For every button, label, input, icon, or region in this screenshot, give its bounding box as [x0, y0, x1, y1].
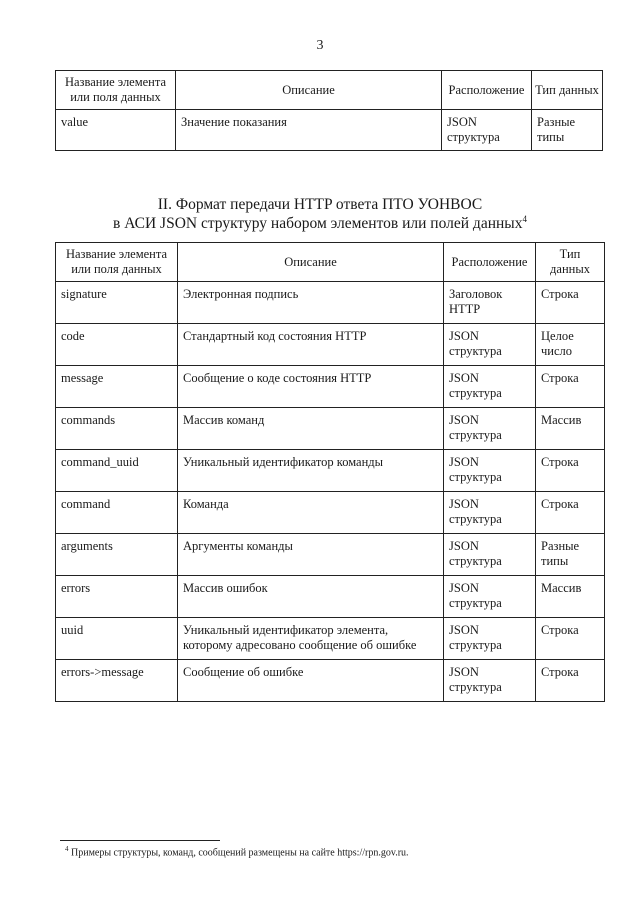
table-value: [55, 70, 603, 151]
cell-location: JSON структура: [444, 660, 536, 702]
table-row: [56, 282, 605, 324]
cell-description: Уникальный идентификатор элемента, которому адресовано сообщение об ошибке: [178, 618, 444, 660]
cell-description: Значение показания: [176, 110, 442, 151]
footnote-marker: 4: [65, 845, 69, 853]
cell-name: errors->message: [56, 660, 178, 702]
cell-name: code: [56, 324, 178, 366]
column-header-description: Описание: [176, 71, 442, 110]
footnote: [65, 845, 409, 858]
cell-location: JSON структура: [444, 450, 536, 492]
cell-location: JSON структура: [442, 110, 532, 151]
column-header-location: Расположение: [442, 71, 532, 110]
cell-description: Уникальный идентификатор команды: [178, 450, 444, 492]
cell-description: Массив команд: [178, 408, 444, 450]
cell-type: Массив: [536, 576, 605, 618]
column-header-name: Название элемента или поля данных: [56, 71, 176, 110]
table-row: [56, 534, 605, 576]
cell-location: JSON структура: [444, 366, 536, 408]
page-number: 3: [316, 38, 324, 53]
cell-type: Строка: [536, 282, 605, 324]
table-row: [56, 110, 603, 151]
section-title-line1: II. Формат передачи HTTP ответа ПТО УОНВОС: [157, 196, 483, 213]
cell-type: Строка: [536, 618, 605, 660]
column-header-location: Расположение: [444, 243, 536, 282]
table-header-row: [56, 243, 605, 282]
cell-location: JSON структура: [444, 576, 536, 618]
table-row: [56, 576, 605, 618]
table-response-format: [55, 242, 605, 702]
cell-name: command: [56, 492, 178, 534]
cell-name: arguments: [56, 534, 178, 576]
footnote-text: Примеры структуры, команд, сообщений размещены на сайте https://rpn.gov.ru.: [71, 847, 409, 859]
footnote-divider: [60, 840, 220, 841]
cell-name: errors: [56, 576, 178, 618]
cell-name: commands: [56, 408, 178, 450]
cell-type: Разные типы: [532, 110, 603, 151]
section-title: [70, 197, 570, 231]
cell-type: Массив: [536, 408, 605, 450]
cell-location: Заголовок HTTP: [444, 282, 536, 324]
cell-location: JSON структура: [444, 618, 536, 660]
table-row: [56, 366, 605, 408]
cell-description: Сообщение о коде состояния HTTP: [178, 366, 444, 408]
cell-location: JSON структура: [444, 492, 536, 534]
cell-location: JSON структура: [444, 408, 536, 450]
cell-name: uuid: [56, 618, 178, 660]
cell-type: Строка: [536, 450, 605, 492]
cell-name: signature: [56, 282, 178, 324]
footnote-ref: 4: [522, 214, 527, 224]
cell-type: Строка: [536, 660, 605, 702]
cell-location: JSON структура: [444, 324, 536, 366]
cell-type: Строка: [536, 366, 605, 408]
cell-description: Электронная подпись: [178, 282, 444, 324]
cell-description: Сообщение об ошибке: [178, 660, 444, 702]
table-row: [56, 324, 605, 366]
table-row: [56, 492, 605, 534]
cell-name: message: [56, 366, 178, 408]
column-header-description: Описание: [178, 243, 444, 282]
cell-description: Стандартный код состояния HTTP: [178, 324, 444, 366]
column-header-type: Тип данных: [532, 71, 603, 110]
section-title-line2: в АСИ JSON структуру набором элементов или полей данных: [113, 215, 523, 233]
cell-name: value: [56, 110, 176, 151]
cell-name: command_uuid: [56, 450, 178, 492]
table-row: [56, 660, 605, 702]
table-row: [56, 450, 605, 492]
cell-type: Строка: [536, 492, 605, 534]
table-row: [56, 618, 605, 660]
column-header-type: Тип данных: [536, 243, 605, 282]
cell-description: Массив ошибок: [178, 576, 444, 618]
cell-description: Команда: [178, 492, 444, 534]
column-header-name: Название элемента или поля данных: [56, 243, 178, 282]
table-row: [56, 408, 605, 450]
cell-description: Аргументы команды: [178, 534, 444, 576]
table-header-row: [56, 71, 603, 110]
cell-type: Целое число: [536, 324, 605, 366]
cell-type: Разные типы: [536, 534, 605, 576]
cell-location: JSON структура: [444, 534, 536, 576]
